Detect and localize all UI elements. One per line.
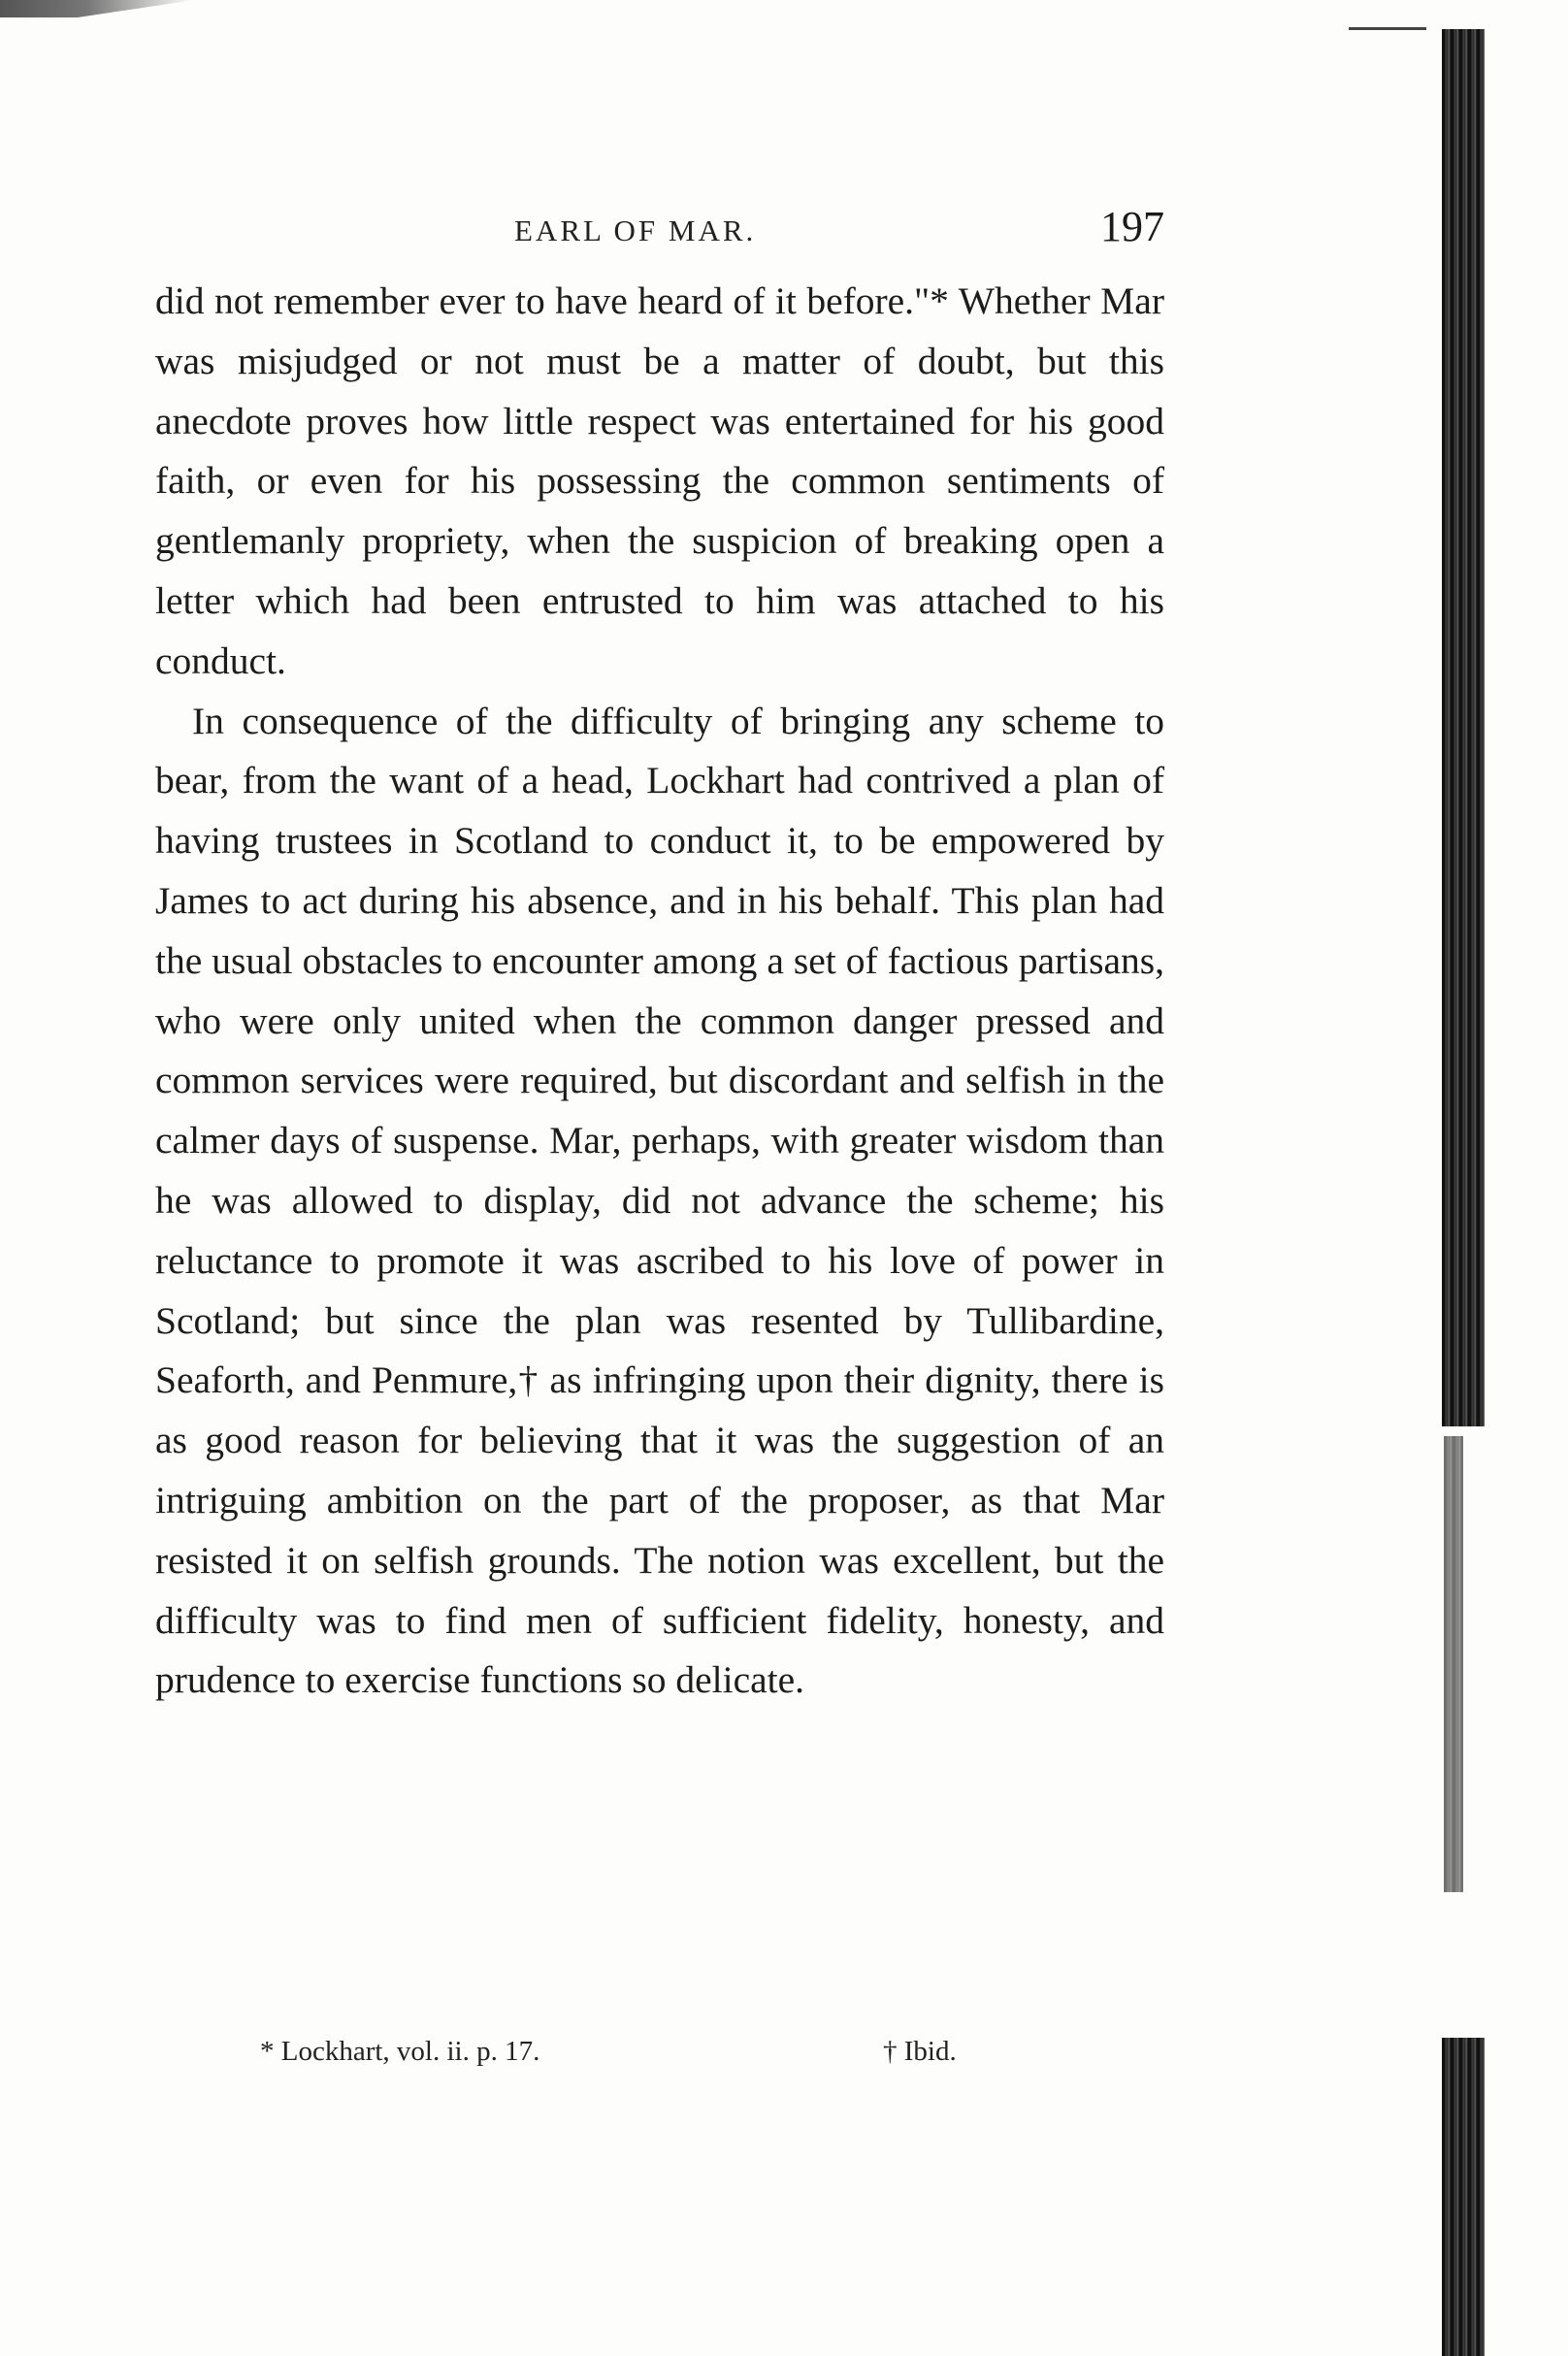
paragraph: In consequence of the difficulty of bringing any scheme to bear, from the want of a head, Lockhart had contrived a plan of having trustees in Scotland to conduct it, to be empowered by James to act during his absence, and in his behalf. This plan had the usual obstacles to encounter among a set of factious partisans, who were only united when the common danger pressed and common services were required, but discordant and selfish in the calmer days of suspense. Mar, perhaps, with greater wisdom than he was allowed to display, did not advance the scheme; his reluctance to promote it was ascribed to his love of power in Scotland; but since the plan was resented by Tullibardine, Seaforth, and Penmure,† as infringing upon their dignity, there is as good reason for believing that it was the suggestion of an intriguing ambition on the part of the proposer, as that Mar resisted it on selfish grounds. The notion was excellent, but the difficulty was to find men of sufficient fidelity, honesty, and prudence to exercise functions so delicate. (155, 699, 1164, 1702)
book-binding-edge (1444, 1436, 1463, 1892)
footnote: * Lockhart, vol. ii. p. 17. (260, 2036, 540, 2067)
body-text (155, 272, 1164, 1711)
page-number: 197 (1100, 203, 1164, 250)
book-binding-edge (1442, 29, 1485, 1426)
footnote: † Ibid. (883, 2036, 957, 2067)
scan-artifact (0, 0, 194, 17)
footnotes (155, 2036, 1164, 2084)
paragraph: did not remember ever to have heard of it before."* Whether Mar was misjudged or not must be a matter of doubt, but this anecdote proves how little respect was entertained for his good faith, or even for his possessing the common sentiments of gentlemanly propriety, when the suspicion of breaking open a letter which had been entrusted to him was attached to his conduct. (155, 279, 1164, 682)
running-head (155, 204, 1164, 262)
book-binding-edge (1442, 2038, 1485, 2356)
running-title: EARL OF MAR. (514, 213, 757, 247)
scan-artifact (1349, 27, 1426, 30)
